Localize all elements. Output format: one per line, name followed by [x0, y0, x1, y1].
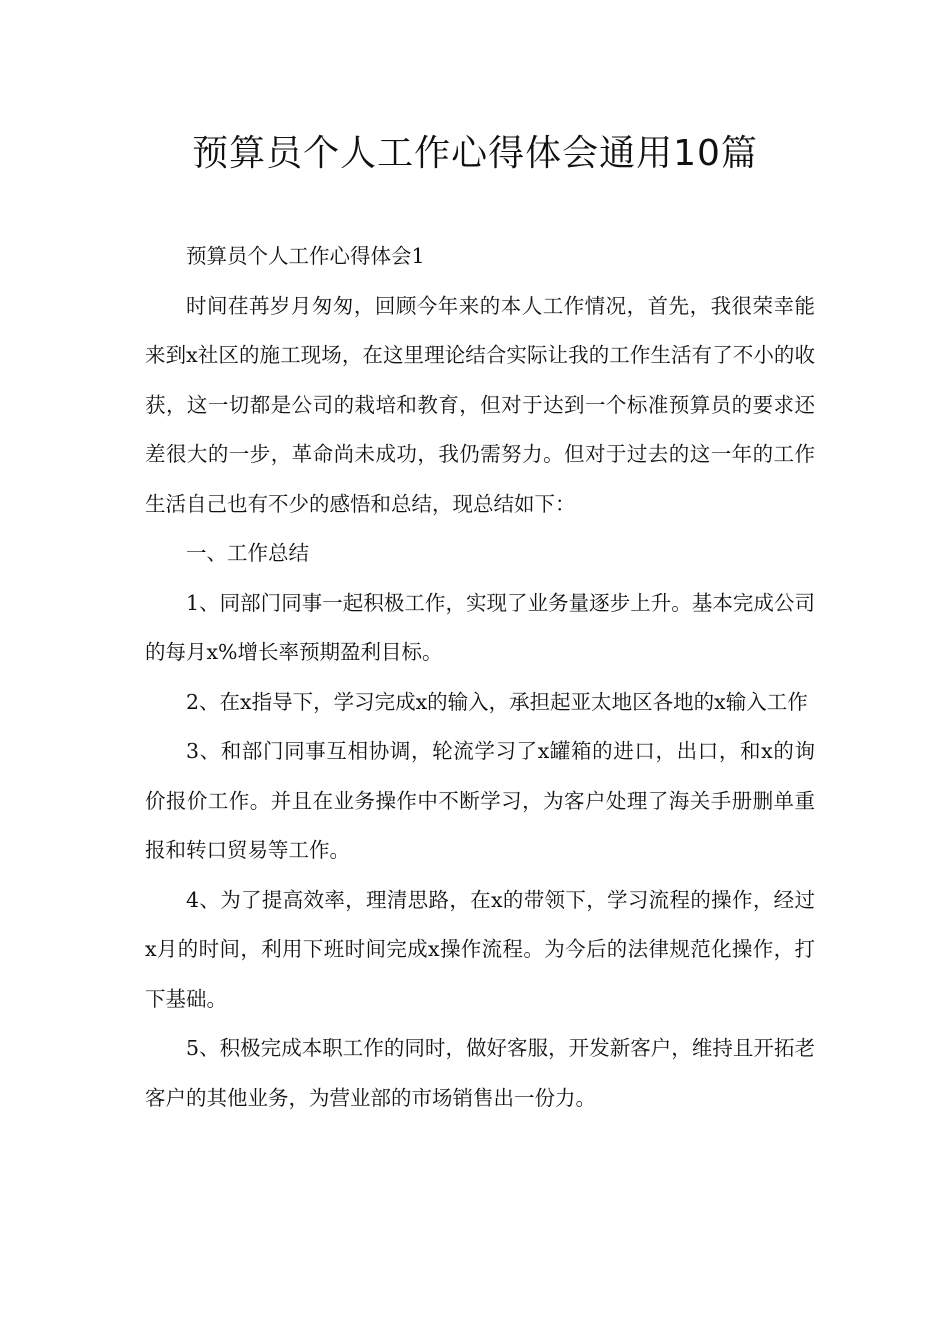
paragraph-item-5: 5、积极完成本职工作的同时，做好客服，开发新客户，维持且开拓老客户的其他业务，为营业部的市场销售出一份力。	[145, 1036, 815, 1110]
paragraph-item-1: 1、同部门同事一起积极工作，实现了业务量逐步上升。基本完成公司的每月x%增长率预期盈利目标。	[145, 590, 815, 664]
paragraph-item-4: 4、为了提高效率，理清思路，在x的带领下，学习流程的操作，经过x月的时间，利用下班时间完成x操作流程。为今后的法律规范化操作，打下基础。	[145, 887, 815, 1011]
paragraph-item-2: 2、在x指导下，学习完成x的输入，承担起亚太地区各地的x输入工作	[186, 689, 808, 714]
paragraph-item-3: 3、和部门同事互相协调，轮流学习了x罐箱的进口，出口，和x的询价报价工作。并且在业务操作中不断学习，为客户处理了海关手册删单重报和转口贸易等工作。	[145, 739, 815, 862]
document-title: 预算员个人工作心得体会通用10篇	[192, 133, 758, 174]
document-body	[145, 232, 815, 1123]
work-summary-heading: 一、工作总结	[186, 541, 309, 565]
intro-paragraph: 时间荏苒岁月匆匆，回顾今年来的本人工作情况，首先，我很荣幸能来到x社区的施工现场，在这里理论结合实际让我的工作生活有了不小的收获，这一切都是公司的栽培和教育，但对于达到一个标准预算员的要求还差很大的一步，革命尚未成功，我仍需努力。但对于过去的这一年的工作生活自己也有不少的感悟和总结，现总结如下：	[145, 293, 815, 516]
section-heading: 预算员个人工作心得体会1	[186, 244, 425, 268]
